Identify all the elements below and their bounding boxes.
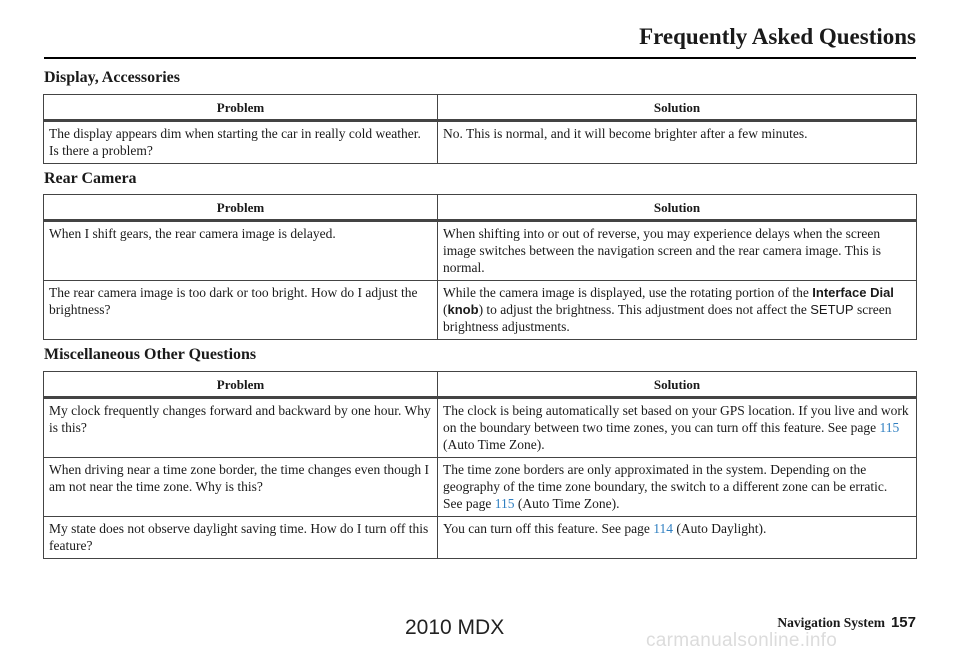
table-row — [44, 221, 917, 281]
solution-cell — [438, 517, 917, 559]
table-row — [44, 281, 917, 340]
header-rule — [44, 57, 916, 59]
solution-text: The clock is being automatically set based on your GPS location. If you live and work on the boundary between two time zones, you can turn off this feature. See page — [443, 403, 909, 435]
problem-cell: When I shift gears, the rear camera image is delayed. — [44, 221, 438, 281]
column-header-solution: Solution — [438, 195, 917, 221]
solution-cell: No. This is normal, and it will become brighter after a few minutes. — [438, 121, 917, 164]
section-heading-misc: Miscellaneous Other Questions — [44, 346, 257, 363]
problem-cell: The display appears dim when starting the car in really cold weather. Is there a problem? — [44, 121, 438, 164]
table-header-row — [44, 95, 917, 121]
solution-text: The time zone borders are only approximated in the system. Depending on the geography of the time zone boundary, the switch to a different zone can be erratic. See page — [443, 462, 888, 511]
solution-text: (Auto Daylight). — [672, 521, 767, 536]
column-header-solution: Solution — [438, 372, 917, 398]
table-header-row — [44, 372, 917, 398]
problem-cell: My clock frequently changes forward and backward by one hour. Why is this? — [44, 398, 438, 458]
solution-cell — [438, 398, 917, 458]
table-header-row — [44, 195, 917, 221]
problem-cell: My state does not observe daylight saving time. How do I turn off this feature? — [44, 517, 438, 559]
column-header-problem: Problem — [44, 372, 438, 398]
solution-text: (Auto Time Zone). — [514, 496, 620, 511]
page-footer — [777, 614, 916, 631]
solution-cell — [438, 458, 917, 517]
page-link-114[interactable]: 114 — [653, 521, 673, 536]
knob-label: knob — [447, 302, 479, 317]
page-link-115[interactable]: 115 — [879, 420, 900, 435]
solution-cell: When shifting into or out of reverse, you may experience delays when the screen image switches between the navigation screen and the rear camera image. This is normal. — [438, 221, 917, 281]
table-row — [44, 458, 917, 517]
problem-cell: When driving near a time zone border, the time changes even though I am not near the time zone. Why is this? — [44, 458, 438, 517]
section-heading-rear-camera: Rear Camera — [44, 170, 137, 187]
footer-label: Navigation System — [777, 615, 885, 630]
faq-table-misc — [43, 371, 917, 559]
solution-text: ( — [443, 302, 448, 317]
table-row — [44, 398, 917, 458]
faq-table-display — [43, 94, 917, 164]
watermark-model: 2010 MDX — [405, 616, 505, 639]
solution-text: You can turn off this feature. See page — [443, 521, 654, 536]
page-number: 157 — [890, 614, 916, 631]
table-row — [44, 121, 917, 164]
column-header-problem: Problem — [44, 195, 438, 221]
interface-dial-label: Interface Dial — [812, 285, 894, 300]
setup-label: SETUP — [810, 302, 854, 317]
solution-text: ) to adjust the brightness. This adjustment does not affect the — [478, 302, 811, 317]
table-row — [44, 517, 917, 559]
page-header-title: Frequently Asked Questions — [639, 24, 916, 49]
solution-text: While the camera image is displayed, use the rotating portion of the — [443, 285, 813, 300]
solution-text: screen brightness adjustments. — [443, 302, 892, 334]
section-heading-display: Display, Accessories — [44, 69, 180, 86]
page-link-115[interactable]: 115 — [494, 496, 515, 511]
solution-text: (Auto Time Zone). — [443, 437, 545, 452]
solution-cell — [438, 281, 917, 340]
column-header-problem: Problem — [44, 95, 438, 121]
problem-cell: The rear camera image is too dark or too bright. How do I adjust the brightness? — [44, 281, 438, 340]
column-header-solution: Solution — [438, 95, 917, 121]
watermark-site: carmanualsonline.info — [646, 630, 838, 651]
faq-table-rear-camera — [43, 194, 917, 340]
